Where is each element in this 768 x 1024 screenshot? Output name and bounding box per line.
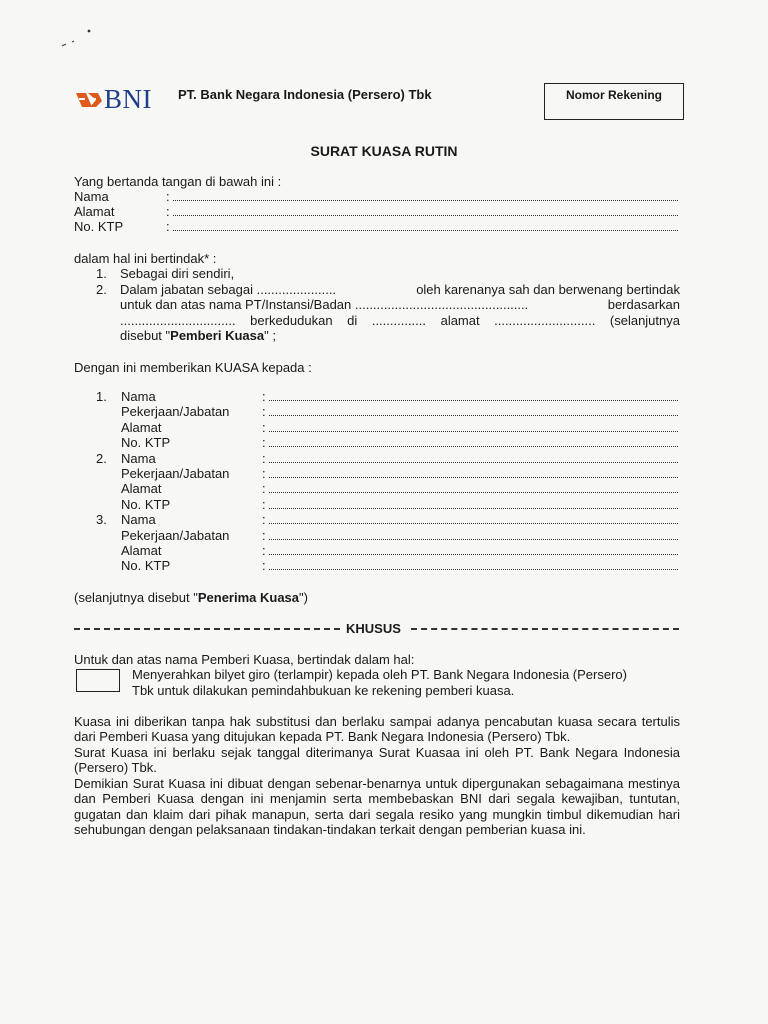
closing-paragraph-3: Demikian Surat Kuasa ini dibuat dengan sebenar-benarnya untuk dipergunakan sebagaimana mestinya dan Pemberi Kuasa dengan ini menjamin serta membebaskan BNI dari segala kewajiban, tuntutan, gugatan dan klaim dari pihak manapun, serta dari segala resiko yang mungkin timbul dikemudian hari sehubungan dengan pelaksanaan tindakan-tindakan terkait dengan pemberian kuasa ini. (74, 776, 680, 838)
acting-item1-number: 1. (96, 266, 107, 281)
text-fragment: disebut " (120, 328, 171, 343)
undersigned-name-field[interactable] (173, 200, 678, 201)
undersigned-address-label: Alamat (74, 204, 115, 219)
attorney-number: 1. (96, 389, 107, 404)
closing-paragraph-2: Surat Kuasa ini berlaku sejak tanggal diterimanya Surat Kuasaa ini oleh PT. Bank Negara Indonesia (Persero) Tbk. (74, 745, 680, 776)
colon: : (166, 219, 170, 234)
colon: : (262, 450, 266, 466)
undersigned-address-field[interactable] (173, 215, 678, 216)
document-title: SURAT KUASA RUTIN (310, 143, 458, 159)
colon: : (262, 558, 266, 574)
colon: : (262, 419, 266, 435)
attorney-field-label: No. KTP (121, 558, 171, 574)
attorney-field-label: Pekerjaan/Jabatan (121, 466, 230, 481)
acting-intro: dalam hal ini bertindak* : (74, 251, 217, 266)
bni-logo-text: BNI (104, 84, 152, 114)
attorney-field-input[interactable] (269, 508, 678, 509)
attorney-number: 2. (96, 450, 107, 466)
attorney-field-label: No. KTP (121, 496, 171, 512)
acting-item2-number: 2. (96, 282, 107, 297)
attorney-field-input[interactable] (269, 554, 678, 555)
khusus-item-line1: Menyerahkan bilyet giro (terlampir) kepada oleh PT. Bank Negara Indonesia (Persero) (132, 667, 627, 682)
attorney-field-label: Nama (121, 512, 156, 528)
attorney-field-label: Alamat (121, 543, 162, 558)
attorney-field-input[interactable] (269, 415, 678, 416)
colon: : (262, 512, 266, 528)
bni-logo-icon (76, 91, 102, 109)
colon: : (166, 204, 170, 219)
attorney-field-label: Nama (121, 450, 156, 466)
colon: : (262, 435, 266, 451)
acting-item2-line3: ................................ berkedudukan di ............... alamat ............................ (selanjutnya (120, 313, 680, 328)
bank-name: PT. Bank Negara Indonesia (Persero) Tbk (178, 87, 432, 102)
account-number-label: Nomor Rekening (565, 88, 662, 102)
colon: : (262, 481, 266, 497)
khusus-intro: Untuk dan atas nama Pemberi Kuasa, bertindak dalam hal: (74, 652, 415, 667)
colon: : (166, 189, 170, 204)
khusus-checkbox[interactable] (76, 669, 120, 692)
attorney-number: 3. (96, 512, 107, 528)
khusus-label: KHUSUS (346, 621, 401, 636)
text-fragment: (selanjutnya disebut " (74, 590, 198, 605)
colon: : (262, 543, 266, 558)
khusus-item-line2: Tbk untuk dilakukan pemindahbukuan ke rekening pemberi kuasa. (132, 683, 515, 698)
attorney-field-label: Pekerjaan/Jabatan (121, 527, 230, 543)
acting-item1-text: Sebagai diri sendiri, (120, 266, 235, 281)
attorney-field-input[interactable] (269, 569, 678, 570)
text-fragment: ") (299, 590, 308, 605)
acting-item2-line2a: untuk dan atas nama PT/Instansi/Badan ................................................ (120, 297, 529, 312)
pemberi-kuasa-term: Pemberi Kuasa (170, 328, 265, 343)
attorney-field-input[interactable] (269, 431, 678, 432)
attorney-field-input[interactable] (269, 462, 678, 463)
attorney-field-label: Nama (121, 389, 156, 404)
attorney-field-input[interactable] (269, 539, 678, 540)
attorney-field-input[interactable] (269, 523, 678, 524)
acting-item2-line1a: Dalam jabatan sebagai ...................... (120, 282, 337, 297)
undersigned-name-label: Nama (74, 189, 109, 204)
acting-item2-line2b: berdasarkan (607, 297, 680, 312)
divider-right (411, 628, 679, 630)
closing-paragraph-1: Kuasa ini diberikan tanpa hak substitusi dan berlaku sampai adanya pencabutan kuasa secara tertulis dari Pemberi Kuasa yang ditujukan kepada PT. Bank Negara Indonesia (Persero) Tbk. (74, 714, 680, 745)
undersigned-ktp-label: No. KTP (74, 219, 124, 234)
colon: : (262, 496, 266, 512)
colon: : (262, 527, 266, 543)
undersigned-ktp-field[interactable] (173, 230, 678, 231)
acting-item2-line4 (120, 328, 276, 343)
attorney-field-input[interactable] (269, 400, 678, 401)
stray-ink-mark (58, 28, 94, 50)
attorney-field-input[interactable] (269, 492, 678, 493)
colon: : (262, 404, 266, 420)
attorney-field-label: Alamat (121, 481, 162, 497)
account-number-box[interactable] (544, 83, 684, 120)
grant-closing (74, 590, 308, 605)
colon: : (262, 389, 266, 404)
attorney-field-label: No. KTP (121, 435, 171, 451)
acting-item2-line1b: oleh karenanya sah dan berwenang bertindak (416, 282, 680, 297)
attorney-field-input[interactable] (269, 446, 678, 447)
grant-intro: Dengan ini memberikan KUASA kepada : (74, 360, 312, 375)
attorney-field-input[interactable] (269, 477, 678, 478)
divider-left (74, 628, 340, 630)
penerima-kuasa-term: Penerima Kuasa (197, 590, 300, 605)
colon: : (262, 466, 266, 481)
text-fragment: " ; (264, 328, 276, 343)
attorney-field-label: Alamat (121, 419, 162, 435)
undersigned-intro: Yang bertanda tangan di bawah ini : (74, 174, 282, 189)
attorney-field-label: Pekerjaan/Jabatan (121, 404, 230, 420)
